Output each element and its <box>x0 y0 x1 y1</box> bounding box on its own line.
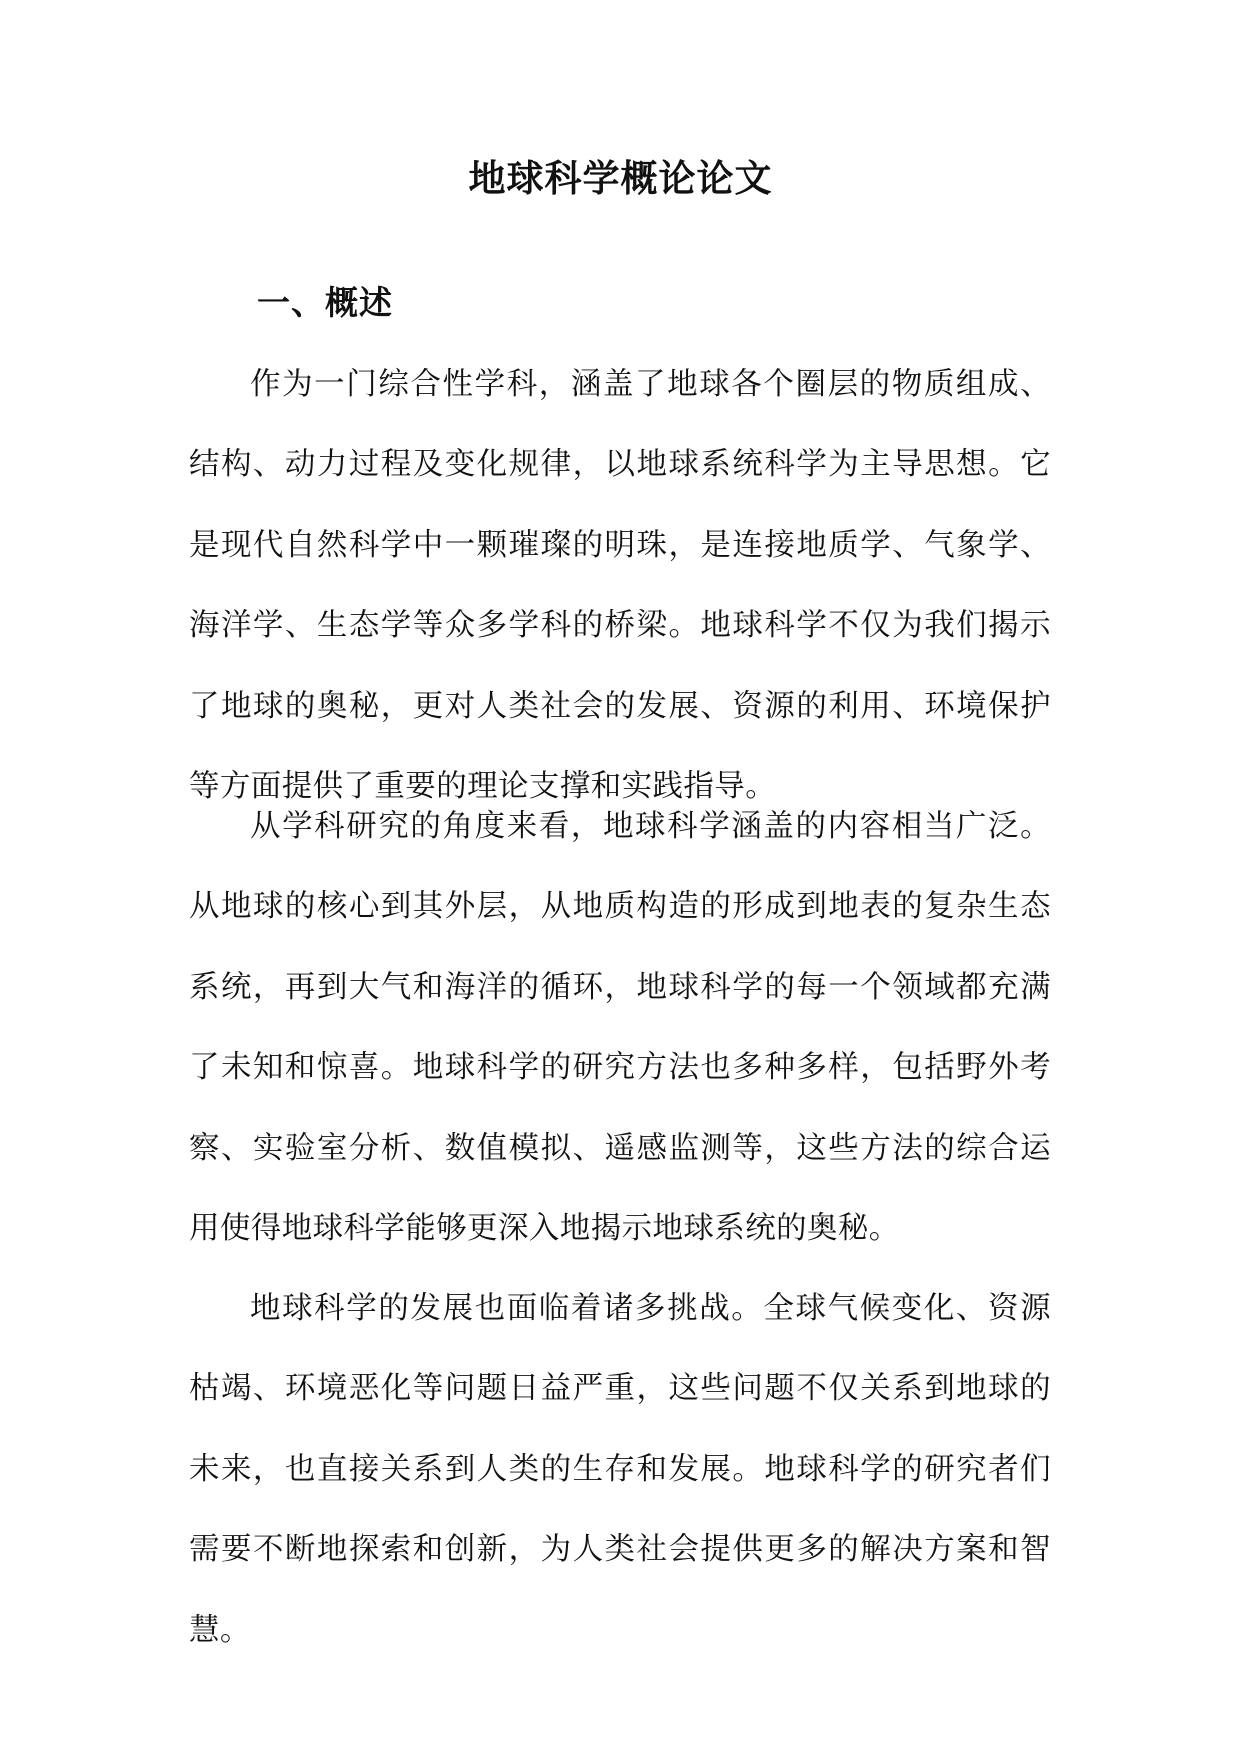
paragraph-3: 地球科学的发展也面临着诸多挑战。全球气候变化、资源枯竭、环境恶化等问题日益严重，这些问题不仅关系到地球的未来，也直接关系到人类的生存和发展。地球科学的研究者们需要不断地探索和创新，为人类社会提供更多的解决方案和智慧。 <box>189 1291 1051 1648</box>
section-heading: 一、概述 <box>257 283 393 322</box>
paragraph-2: 从学科研究的角度来看，地球科学涵盖的内容相当广泛。从地球的核心到其外层，从地质构造的形成到地表的复杂生态系统，再到大气和海洋的循环，地球科学的每一个领域都充满了未知和惊喜。地球科学的研究方法也多种多样，包括野外考察、实验室分析、数值模拟、遥感监测等，这些方法的综合运用使得地球科学能够更深入地揭示地球系统的奥秘。 <box>189 809 1051 1247</box>
paragraph-1: 作为一门综合性学科，涵盖了地球各个圈层的物质组成、结构、动力过程及变化规律，以地球系统科学为主导思想。它是现代自然科学中一颗璀璨的明珠，是连接地质学、气象学、海洋学、生态学等众多学科的桥梁。地球科学不仅为我们揭示了地球的奥秘，更对人类社会的发展、资源的利用、环境保护等方面提供了重要的理论支撑和实践指导。 <box>189 367 1051 805</box>
document-title: 地球科学概论论文 <box>468 156 773 200</box>
